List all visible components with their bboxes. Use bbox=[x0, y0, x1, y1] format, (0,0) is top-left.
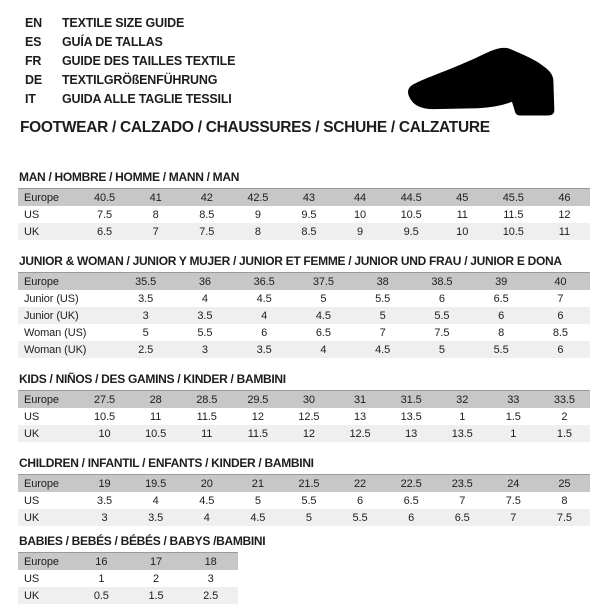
table-row bbox=[18, 587, 238, 604]
section-title: CHILDREN / INFANTIL / ENFANTS / KINDER / BAMBINI bbox=[19, 456, 314, 470]
size-value: 18 bbox=[183, 553, 238, 571]
size-value: 4.5 bbox=[353, 341, 412, 358]
size-value: 11.5 bbox=[181, 408, 232, 425]
size-value: 5.5 bbox=[283, 492, 334, 509]
size-value: 1.5 bbox=[488, 408, 539, 425]
size-value: 8 bbox=[539, 492, 590, 509]
section-children bbox=[18, 456, 600, 526]
size-value: 8.5 bbox=[531, 324, 590, 341]
size-value: 4.5 bbox=[294, 307, 353, 324]
size-value: 22 bbox=[334, 475, 385, 493]
size-value: 10 bbox=[437, 223, 488, 240]
size-value: 13 bbox=[386, 425, 437, 442]
size-value: 7.5 bbox=[539, 509, 590, 526]
language-label: GUIDA ALLE TAGLIE TESSILI bbox=[62, 92, 232, 106]
row-label: Junior (UK) bbox=[18, 307, 116, 324]
table-row bbox=[18, 408, 590, 425]
size-value: 3.5 bbox=[130, 509, 181, 526]
size-value: 4.5 bbox=[235, 290, 294, 307]
size-value: 38.5 bbox=[412, 273, 471, 291]
size-value: 10.5 bbox=[130, 425, 181, 442]
language-label: GUIDE DES TAILLES TEXTILE bbox=[62, 54, 236, 68]
size-value: 9 bbox=[334, 223, 385, 240]
size-table-babies bbox=[18, 552, 238, 604]
section-title: KIDS / NIÑOS / DES GAMINS / KINDER / BAMBINI bbox=[19, 372, 286, 386]
size-value: 45 bbox=[437, 189, 488, 207]
size-value: 11 bbox=[539, 223, 590, 240]
size-value: 23.5 bbox=[437, 475, 488, 493]
size-value: 5.5 bbox=[353, 290, 412, 307]
table-row bbox=[18, 324, 590, 341]
section-man bbox=[18, 170, 600, 240]
size-table-kids bbox=[18, 390, 590, 442]
size-value: 1 bbox=[437, 408, 488, 425]
table-row bbox=[18, 570, 238, 587]
table-row bbox=[18, 290, 590, 307]
row-label: UK bbox=[18, 223, 79, 240]
language-code: DE bbox=[25, 73, 42, 87]
size-value: 8 bbox=[472, 324, 531, 341]
row-label: US bbox=[18, 408, 79, 425]
table-row bbox=[18, 341, 590, 358]
size-value: 6.5 bbox=[386, 492, 437, 509]
size-value: 0.5 bbox=[74, 587, 129, 604]
size-value: 17 bbox=[129, 553, 184, 571]
row-label: US bbox=[18, 492, 79, 509]
size-value: 37.5 bbox=[294, 273, 353, 291]
size-value: 3.5 bbox=[175, 307, 234, 324]
language-code: IT bbox=[25, 92, 36, 106]
size-value: 21 bbox=[232, 475, 283, 493]
size-value: 8 bbox=[232, 223, 283, 240]
size-value: 46 bbox=[539, 189, 590, 207]
size-value: 8 bbox=[130, 206, 181, 223]
size-value: 4 bbox=[294, 341, 353, 358]
size-value: 19.5 bbox=[130, 475, 181, 493]
size-value: 12 bbox=[232, 408, 283, 425]
size-value: 36.5 bbox=[235, 273, 294, 291]
size-table-man bbox=[18, 188, 590, 240]
language-code: ES bbox=[25, 35, 42, 49]
size-value: 42.5 bbox=[232, 189, 283, 207]
size-value: 13.5 bbox=[386, 408, 437, 425]
size-value: 6 bbox=[531, 341, 590, 358]
size-value: 28.5 bbox=[181, 391, 232, 409]
dress-shoe-icon bbox=[394, 30, 584, 122]
table-row bbox=[18, 223, 590, 240]
size-value: 25 bbox=[539, 475, 590, 493]
size-value: 24 bbox=[488, 475, 539, 493]
row-label: Woman (US) bbox=[18, 324, 116, 341]
row-label: US bbox=[18, 206, 79, 223]
size-value: 5 bbox=[232, 492, 283, 509]
size-value: 39 bbox=[472, 273, 531, 291]
size-value: 6 bbox=[386, 509, 437, 526]
language-label: TEXTILGRÖßENFÜHRUNG bbox=[62, 73, 218, 87]
section-babies bbox=[18, 534, 600, 604]
size-value: 7 bbox=[437, 492, 488, 509]
size-value: 10.5 bbox=[79, 408, 130, 425]
size-value: 11 bbox=[130, 408, 181, 425]
size-value: 7 bbox=[353, 324, 412, 341]
size-value: 7.5 bbox=[488, 492, 539, 509]
size-value: 4 bbox=[181, 509, 232, 526]
size-value: 2.5 bbox=[116, 341, 175, 358]
size-value: 10 bbox=[79, 425, 130, 442]
size-value: 1 bbox=[488, 425, 539, 442]
size-value: 31 bbox=[334, 391, 385, 409]
size-value: 31.5 bbox=[386, 391, 437, 409]
size-value: 29.5 bbox=[232, 391, 283, 409]
size-value: 11 bbox=[181, 425, 232, 442]
table-row bbox=[18, 509, 590, 526]
size-value: 19 bbox=[79, 475, 130, 493]
size-value: 4.5 bbox=[232, 509, 283, 526]
size-value: 7.5 bbox=[79, 206, 130, 223]
size-value: 5 bbox=[116, 324, 175, 341]
row-label: Europe bbox=[18, 475, 79, 493]
size-value: 6 bbox=[531, 307, 590, 324]
size-table-junior-woman bbox=[18, 272, 590, 358]
size-value: 7.5 bbox=[181, 223, 232, 240]
size-value: 10.5 bbox=[386, 206, 437, 223]
language-label: TEXTILE SIZE GUIDE bbox=[62, 16, 185, 30]
size-value: 4 bbox=[175, 290, 234, 307]
size-value: 6 bbox=[334, 492, 385, 509]
table-row bbox=[18, 553, 238, 571]
size-value: 6 bbox=[472, 307, 531, 324]
size-value: 8.5 bbox=[181, 206, 232, 223]
size-value: 21.5 bbox=[283, 475, 334, 493]
size-value: 27.5 bbox=[79, 391, 130, 409]
size-value: 5.5 bbox=[175, 324, 234, 341]
size-value: 3 bbox=[79, 509, 130, 526]
size-value: 5 bbox=[283, 509, 334, 526]
table-row bbox=[18, 307, 590, 324]
section-kids bbox=[18, 372, 600, 442]
table-row bbox=[18, 206, 590, 223]
size-value: 13.5 bbox=[437, 425, 488, 442]
size-value: 43 bbox=[283, 189, 334, 207]
language-code: FR bbox=[25, 54, 42, 68]
size-value: 11 bbox=[437, 206, 488, 223]
row-label: US bbox=[18, 570, 74, 587]
size-value: 45.5 bbox=[488, 189, 539, 207]
row-label: UK bbox=[18, 509, 79, 526]
size-value: 12.5 bbox=[283, 408, 334, 425]
size-value: 7 bbox=[130, 223, 181, 240]
size-value: 5.5 bbox=[412, 307, 471, 324]
language-label: GUÍA DE TALLAS bbox=[62, 35, 163, 49]
section-title: MAN / HOMBRE / HOMME / MANN / MAN bbox=[19, 170, 240, 184]
row-label: UK bbox=[18, 587, 74, 604]
size-value: 8.5 bbox=[283, 223, 334, 240]
size-value: 33.5 bbox=[539, 391, 590, 409]
size-value: 12 bbox=[283, 425, 334, 442]
section-junior-woman bbox=[18, 254, 600, 358]
size-value: 3.5 bbox=[116, 290, 175, 307]
row-label: Europe bbox=[18, 391, 79, 409]
size-value: 6.5 bbox=[437, 509, 488, 526]
size-value: 40.5 bbox=[79, 189, 130, 207]
size-value: 6 bbox=[235, 324, 294, 341]
size-value: 3.5 bbox=[79, 492, 130, 509]
size-value: 44 bbox=[334, 189, 385, 207]
size-value: 11.5 bbox=[232, 425, 283, 442]
size-value: 28 bbox=[130, 391, 181, 409]
size-value: 3 bbox=[183, 570, 238, 587]
size-value: 40 bbox=[531, 273, 590, 291]
size-value: 5.5 bbox=[472, 341, 531, 358]
size-value: 6 bbox=[412, 290, 471, 307]
size-value: 1.5 bbox=[129, 587, 184, 604]
size-value: 6.5 bbox=[472, 290, 531, 307]
size-value: 2.5 bbox=[183, 587, 238, 604]
size-value: 6.5 bbox=[79, 223, 130, 240]
size-value: 5 bbox=[412, 341, 471, 358]
size-value: 2 bbox=[539, 408, 590, 425]
language-code: EN bbox=[25, 16, 42, 30]
size-value: 44.5 bbox=[386, 189, 437, 207]
row-label: Europe bbox=[18, 553, 74, 571]
size-value: 13 bbox=[334, 408, 385, 425]
size-value: 11.5 bbox=[488, 206, 539, 223]
size-value: 35.5 bbox=[116, 273, 175, 291]
table-row bbox=[18, 189, 590, 207]
size-value: 7 bbox=[531, 290, 590, 307]
size-value: 1 bbox=[74, 570, 129, 587]
size-value: 4 bbox=[130, 492, 181, 509]
section-title: BABIES / BEBÉS / BÉBÉS / BABYS /BAMBINI bbox=[19, 534, 266, 548]
size-value: 6.5 bbox=[294, 324, 353, 341]
size-value: 32 bbox=[437, 391, 488, 409]
size-value: 16 bbox=[74, 553, 129, 571]
size-value: 12.5 bbox=[334, 425, 385, 442]
size-value: 22.5 bbox=[386, 475, 437, 493]
size-table-children bbox=[18, 474, 590, 526]
size-value: 9.5 bbox=[283, 206, 334, 223]
category-title: FOOTWEAR / CALZADO / CHAUSSURES / SCHUHE / CALZATURE bbox=[20, 119, 490, 136]
size-value: 38 bbox=[353, 273, 412, 291]
section-title: JUNIOR & WOMAN / JUNIOR Y MUJER / JUNIOR ET FEMME / JUNIOR UND FRAU / JUNIOR E DONA bbox=[19, 254, 562, 268]
size-value: 20 bbox=[181, 475, 232, 493]
size-value: 2 bbox=[129, 570, 184, 587]
size-value: 41 bbox=[130, 189, 181, 207]
size-value: 30 bbox=[283, 391, 334, 409]
row-label: Junior (US) bbox=[18, 290, 116, 307]
size-value: 5 bbox=[353, 307, 412, 324]
size-value: 4.5 bbox=[181, 492, 232, 509]
size-guide-page bbox=[0, 14, 600, 614]
size-value: 36 bbox=[175, 273, 234, 291]
size-value: 9 bbox=[232, 206, 283, 223]
size-value: 10 bbox=[334, 206, 385, 223]
size-value: 10.5 bbox=[488, 223, 539, 240]
row-label: Woman (UK) bbox=[18, 341, 116, 358]
table-row bbox=[18, 475, 590, 493]
row-label: Europe bbox=[18, 273, 116, 291]
size-tables bbox=[18, 170, 600, 604]
row-label: Europe bbox=[18, 189, 79, 207]
size-value: 9.5 bbox=[386, 223, 437, 240]
size-value: 4 bbox=[235, 307, 294, 324]
table-row bbox=[18, 492, 590, 509]
size-value: 5.5 bbox=[334, 509, 385, 526]
size-value: 5 bbox=[294, 290, 353, 307]
size-value: 3.5 bbox=[235, 341, 294, 358]
size-value: 7 bbox=[488, 509, 539, 526]
table-row bbox=[18, 391, 590, 409]
row-label: UK bbox=[18, 425, 79, 442]
size-value: 12 bbox=[539, 206, 590, 223]
table-row bbox=[18, 425, 590, 442]
size-value: 3 bbox=[116, 307, 175, 324]
size-value: 3 bbox=[175, 341, 234, 358]
size-value: 7.5 bbox=[412, 324, 471, 341]
size-value: 1.5 bbox=[539, 425, 590, 442]
table-row bbox=[18, 273, 590, 291]
size-value: 33 bbox=[488, 391, 539, 409]
size-value: 42 bbox=[181, 189, 232, 207]
